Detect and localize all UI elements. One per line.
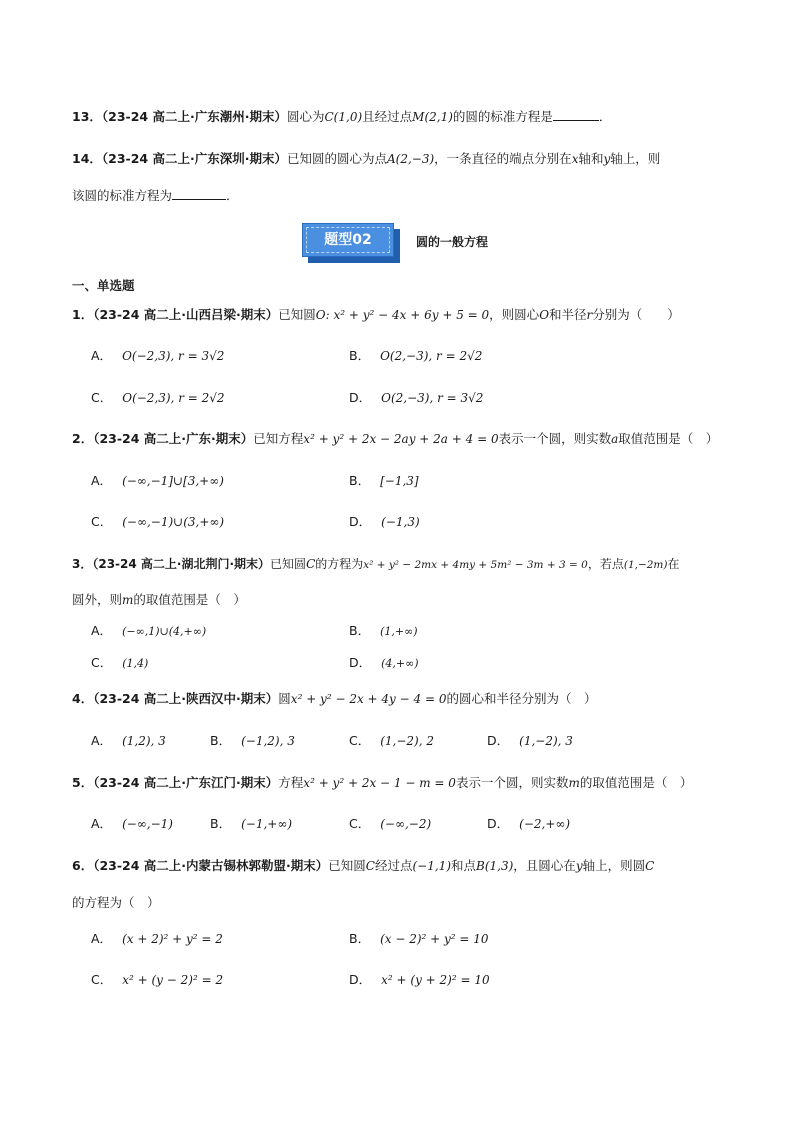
option-c[interactable] — [91, 513, 224, 531]
option-value: x² + (y − 2)² = 2 — [122, 973, 224, 987]
question-text: 的取值范围是（ ） — [133, 592, 246, 607]
math-expression: x — [571, 152, 579, 166]
math-expression: m — [122, 593, 134, 607]
math-expression: M(2,1) — [412, 110, 453, 124]
question-text: 且经过点 — [362, 109, 413, 124]
question-source: （23-24 高二上·陕西汉中·期末） — [93, 691, 279, 706]
option-value: (1,+∞) — [380, 625, 418, 638]
question-source: （23-24 高二上·广东潮州·期末） — [101, 109, 287, 124]
question-14-continued — [72, 187, 239, 205]
option-b[interactable] — [349, 347, 482, 365]
question-text: 取值范围是（ ） — [618, 431, 719, 446]
math-expression: x² + y² − 2x + 4y − 4 = 0 — [290, 692, 447, 706]
option-label: C． — [91, 655, 113, 670]
option-value: (−∞,−1]∪[3,+∞) — [122, 474, 224, 488]
question-text: 的方程为（ ） — [72, 895, 160, 910]
math-expression: x² + y² + 2x − 2ay + 2a + 4 = 0 — [303, 432, 499, 446]
question-text: 的取值范围是（ ） — [579, 775, 693, 790]
option-b[interactable] — [349, 622, 418, 641]
question-text: 轴和 — [578, 151, 604, 166]
option-a[interactable] — [91, 815, 173, 833]
option-value: (−2,+∞) — [519, 817, 571, 831]
option-label: A． — [91, 733, 113, 748]
option-label: C． — [349, 816, 371, 831]
option-d[interactable] — [487, 815, 570, 833]
option-c[interactable] — [349, 815, 431, 833]
question-text: 和点 — [451, 858, 477, 873]
question-number: 3． — [72, 557, 93, 571]
question-6 — [72, 857, 654, 875]
topic-banner — [302, 223, 396, 259]
question-source: （23-24 高二上·广东江门·期末） — [93, 775, 279, 790]
question-6-continued — [72, 894, 160, 912]
option-label: B． — [210, 733, 232, 748]
option-a[interactable] — [91, 732, 166, 750]
option-d[interactable] — [349, 389, 483, 407]
punctuation: ． — [226, 188, 239, 203]
option-label: A． — [91, 931, 113, 946]
option-value: (1,4) — [122, 657, 149, 670]
question-text: ，一条直径的端点分别在 — [434, 151, 572, 166]
question-source: （23-24 高二上·广东·期末） — [93, 431, 254, 446]
option-value: O(−2,3), r = 3√2 — [122, 349, 225, 363]
option-b[interactable] — [349, 930, 489, 948]
question-number: 14． — [72, 151, 102, 166]
option-label: D． — [487, 733, 510, 748]
math-expression: (−1,1) — [412, 859, 452, 873]
question-13 — [72, 108, 611, 126]
question-text: 已知圆 — [328, 858, 366, 873]
question-source: （23-24 高二上·广东深圳·期末） — [101, 151, 287, 166]
math-expression: C — [365, 859, 375, 873]
math-expression: C — [306, 557, 316, 571]
option-label: B． — [349, 623, 371, 638]
question-text: 已知圆的圆心为点 — [286, 151, 387, 166]
question-text: 圆外，则 — [72, 592, 123, 607]
option-c[interactable] — [349, 732, 434, 750]
option-value: (−1,+∞) — [241, 817, 292, 831]
banner-title: 圆的一般方程 — [416, 235, 489, 249]
option-a[interactable] — [91, 472, 224, 490]
option-value: (−∞,−1)∪(3,+∞) — [122, 515, 225, 529]
math-expression: m — [568, 776, 580, 790]
option-label: C． — [349, 733, 371, 748]
math-expression: y — [575, 859, 583, 873]
answer-blank[interactable] — [172, 187, 226, 200]
option-value: (1,−2), 2 — [380, 734, 434, 748]
question-text: 轴上，则圆 — [582, 858, 646, 873]
question-text: 的方程为 — [315, 557, 364, 571]
question-5 — [72, 774, 692, 792]
question-text: 该圆的标准方程为 — [72, 188, 173, 203]
math-expression: B(1,3) — [476, 859, 514, 873]
question-text: 和半径 — [549, 307, 587, 322]
math-expression: O — [539, 308, 550, 322]
option-a[interactable] — [91, 347, 224, 365]
math-expression: O: x² + y² − 4x + 6y + 5 = 0 — [315, 308, 490, 322]
option-value: O(2,−3), r = 3√2 — [381, 391, 484, 405]
question-number: 6． — [72, 858, 94, 873]
option-value: (−∞,1)∪(4,+∞) — [122, 625, 207, 638]
punctuation: ． — [598, 109, 612, 124]
option-value: O(2,−3), r = 2√2 — [380, 349, 483, 363]
option-label: A． — [91, 473, 113, 488]
question-text: 轴上，则 — [610, 151, 661, 166]
option-label: A． — [91, 623, 113, 638]
question-4 — [72, 690, 596, 708]
question-number: 5． — [72, 775, 94, 790]
math-expression: C(1,0) — [324, 110, 363, 124]
option-value: (x − 2)² + y² = 10 — [380, 932, 489, 946]
option-a[interactable] — [91, 930, 223, 948]
option-value: (−∞,−2) — [380, 817, 432, 831]
option-value: (1,−2), 3 — [519, 734, 573, 748]
option-value: (x + 2)² + y² = 2 — [122, 932, 223, 946]
option-value: (4,+∞) — [381, 657, 419, 670]
math-expression: C — [645, 859, 655, 873]
question-text: 圆 — [278, 691, 291, 706]
question-text: 的圆心和半径分别为（ ） — [446, 691, 597, 706]
question-14 — [72, 150, 660, 168]
question-3-continued — [72, 591, 246, 609]
question-2 — [72, 430, 718, 448]
question-text: ，若点 — [587, 557, 624, 571]
question-number: 4． — [72, 691, 94, 706]
math-expression: x² + y² − 2mx + 4my + 5m² − 3m + 3 = 0 — [363, 559, 588, 571]
question-text: 方程 — [278, 775, 304, 790]
option-label: C． — [91, 514, 113, 529]
question-text: ，且圆心在 — [513, 858, 576, 873]
question-source: （23-24 高二上·内蒙古锡林郭勒盟·期末） — [93, 858, 329, 873]
question-number: 1． — [72, 307, 94, 322]
math-expression: A(2,−3) — [387, 152, 435, 166]
option-label: B． — [210, 816, 232, 831]
question-text: 分别为（ ） — [592, 307, 680, 322]
question-text: 表示一个圆，则实数 — [498, 431, 612, 446]
option-d[interactable] — [487, 732, 573, 750]
option-b[interactable] — [349, 472, 419, 490]
question-source: （23-24 高二上·山西吕梁·期末） — [93, 307, 279, 322]
question-text: 圆心为 — [286, 109, 325, 124]
option-label: A． — [91, 816, 113, 831]
option-label: D． — [349, 655, 372, 670]
option-label: C． — [91, 972, 113, 987]
option-label: A． — [91, 348, 113, 363]
option-label: D． — [349, 390, 372, 405]
question-text: 在 — [667, 557, 680, 571]
option-label: B． — [349, 931, 371, 946]
question-text: 表示一个圆，则实数 — [455, 775, 569, 790]
question-text: ，则圆心 — [489, 307, 540, 322]
option-value: (1,2), 3 — [122, 734, 166, 748]
math-expression: x² + y² + 2x − 1 − m = 0 — [303, 776, 456, 790]
question-text: 经过点 — [374, 858, 413, 873]
option-value: (−1,3) — [381, 515, 420, 529]
question-3 — [72, 555, 680, 574]
option-value: x² + (y + 2)² = 10 — [381, 973, 490, 987]
option-b[interactable] — [210, 815, 292, 833]
option-a[interactable] — [91, 622, 206, 641]
option-d[interactable] — [349, 654, 419, 673]
question-number: 2． — [72, 431, 94, 446]
option-label: B． — [349, 473, 371, 488]
question-source: （23-24 高二上·湖北荆门·期末） — [92, 557, 271, 571]
math-expression: y — [603, 152, 611, 166]
option-label: B． — [349, 348, 371, 363]
option-label: D． — [349, 972, 372, 987]
question-text: 的圆的标准方程是 — [452, 109, 553, 124]
option-c[interactable] — [91, 389, 225, 407]
option-d[interactable] — [349, 513, 420, 531]
option-value: [−1,3] — [380, 474, 419, 488]
question-text: 已知方程 — [253, 431, 304, 446]
math-expression: (1,−2m) — [623, 559, 668, 571]
question-text: 已知圆 — [270, 557, 307, 571]
option-c[interactable] — [91, 654, 148, 673]
math-expression: r — [586, 308, 593, 322]
question-text: 已知圆 — [278, 307, 316, 322]
option-b[interactable] — [210, 732, 295, 750]
banner-label: 题型02 — [302, 223, 394, 257]
answer-blank[interactable] — [553, 108, 599, 121]
option-value: (−∞,−1) — [122, 817, 173, 831]
question-1 — [72, 306, 680, 324]
section-heading: 一、单选题 — [72, 278, 135, 293]
option-label: D． — [349, 514, 372, 529]
banner-inner-border — [306, 227, 390, 253]
option-d[interactable] — [349, 971, 490, 989]
option-label: D． — [487, 816, 510, 831]
math-expression: a — [611, 432, 619, 446]
option-label: C． — [91, 390, 113, 405]
option-value: O(−2,3), r = 2√2 — [122, 391, 225, 405]
option-value: (−1,2), 3 — [241, 734, 295, 748]
question-number: 13． — [72, 109, 102, 124]
option-c[interactable] — [91, 971, 223, 989]
